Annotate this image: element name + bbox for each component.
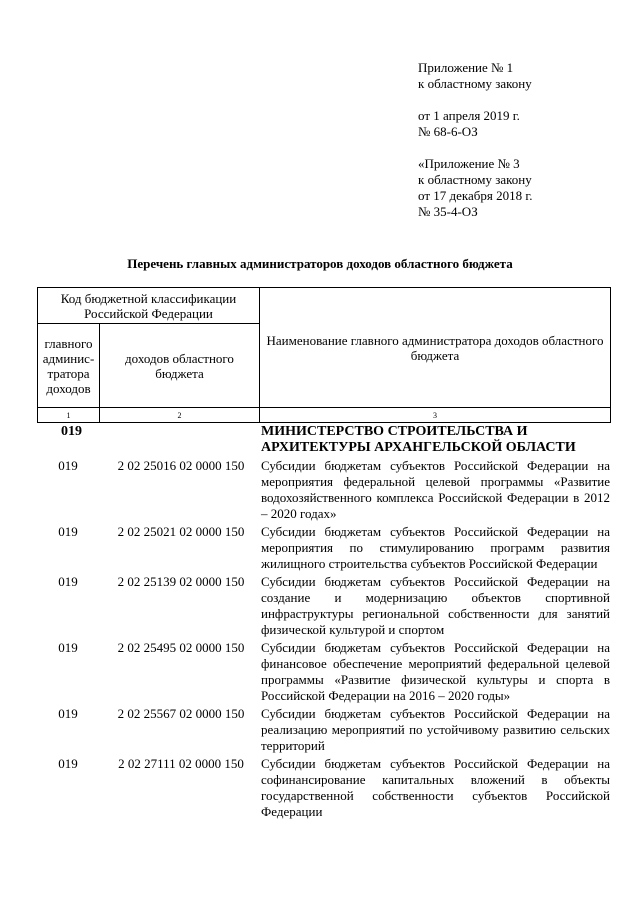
header-income: доходов областного бюджета xyxy=(100,324,260,408)
appendix-line: № 35-4-ОЗ xyxy=(418,204,478,219)
admin-code: 019 xyxy=(58,706,78,721)
appendix-line: к областному закону xyxy=(418,172,532,187)
administrator-name: Субсидии бюджетам субъектов Российской Федерации на финансовое обеспечение мероприятий федеральной целевой программы «Развитие физической культуры и спорта в Российской Федерации на 2016 – 2020 годы» xyxy=(261,640,610,703)
header-code: Код бюджетной классификации Российской Федерации xyxy=(38,288,260,324)
admin-code: 019 xyxy=(61,424,82,439)
appendix-line: от 1 апреля 2019 г. xyxy=(418,108,520,123)
administrator-name: Субсидии бюджетам субъектов Российской Федерации на реализацию мероприятий по устойчивому развитию сельских территорий xyxy=(261,706,610,753)
income-code: 2 02 25495 02 0000 150 xyxy=(117,640,245,655)
table-row xyxy=(37,458,610,522)
table-row xyxy=(37,706,610,754)
appendix-line: к областному закону xyxy=(418,76,532,91)
income-code: 2 02 25016 02 0000 150 xyxy=(117,458,245,473)
table-row xyxy=(37,524,610,572)
income-code: 2 02 27111 02 0000 150 xyxy=(118,756,244,771)
header-admin: главного админис-тратора доходов xyxy=(38,324,100,408)
administrator-name: МИНИСТЕРСТВО СТРОИТЕЛЬСТВА И АРХИТЕКТУРЫ АРХАНГЕЛЬСКОЙ ОБЛАСТИ xyxy=(261,424,576,455)
table-row xyxy=(37,640,610,704)
admin-code: 019 xyxy=(58,574,78,589)
table-row xyxy=(37,424,610,456)
income-code: 2 02 25139 02 0000 150 xyxy=(117,574,245,589)
administrator-name: Субсидии бюджетам субъектов Российской Федерации на мероприятия федеральной целевой программы «Развитие водохозяйственного комплекса Российской Федерации в 2012 – 2020 годах» xyxy=(261,458,610,521)
administrator-name: Субсидии бюджетам субъектов Российской Федерации на создание и модернизацию объектов спортивной инфраструктуры региональной собственности для занятий физической культурой и спортом xyxy=(261,574,610,637)
table-body xyxy=(37,424,610,822)
appendix-line: «Приложение № 3 xyxy=(418,156,520,171)
appendix-header xyxy=(418,60,533,220)
income-code xyxy=(99,424,261,456)
header-name: Наименование главного администратора доходов областного бюджета xyxy=(260,288,611,408)
admin-code: 019 xyxy=(58,524,78,539)
appendix-line: Приложение № 1 xyxy=(418,60,514,75)
column-number: 1 xyxy=(38,408,100,423)
income-code: 2 02 25567 02 0000 150 xyxy=(117,706,245,721)
document-title: Перечень главных администраторов доходов областного бюджета xyxy=(127,256,513,271)
column-number: 3 xyxy=(260,408,611,423)
income-code: 2 02 25021 02 0000 150 xyxy=(117,524,245,539)
table-row xyxy=(37,574,610,638)
appendix-block-2 xyxy=(418,108,533,140)
admin-code: 019 xyxy=(58,640,78,655)
appendix-block-1 xyxy=(418,60,533,92)
admin-code: 019 xyxy=(58,756,78,771)
admin-code: 019 xyxy=(58,458,78,473)
appendix-block-3 xyxy=(418,156,533,220)
table-row xyxy=(37,756,610,820)
column-number: 2 xyxy=(100,408,260,423)
table-header xyxy=(37,287,611,423)
appendix-line: № 68-6-ОЗ xyxy=(418,124,478,139)
administrator-name: Субсидии бюджетам субъектов Российской Федерации на мероприятия по стимулированию программ развития жилищного строительства субъектов Российской Федерации xyxy=(261,524,610,571)
administrator-name: Субсидии бюджетам субъектов Российской Федерации на софинансирование капитальных вложений в объекты государственной собственности субъектов Российской Федерации xyxy=(261,756,610,819)
appendix-line: от 17 декабря 2018 г. xyxy=(418,188,533,203)
